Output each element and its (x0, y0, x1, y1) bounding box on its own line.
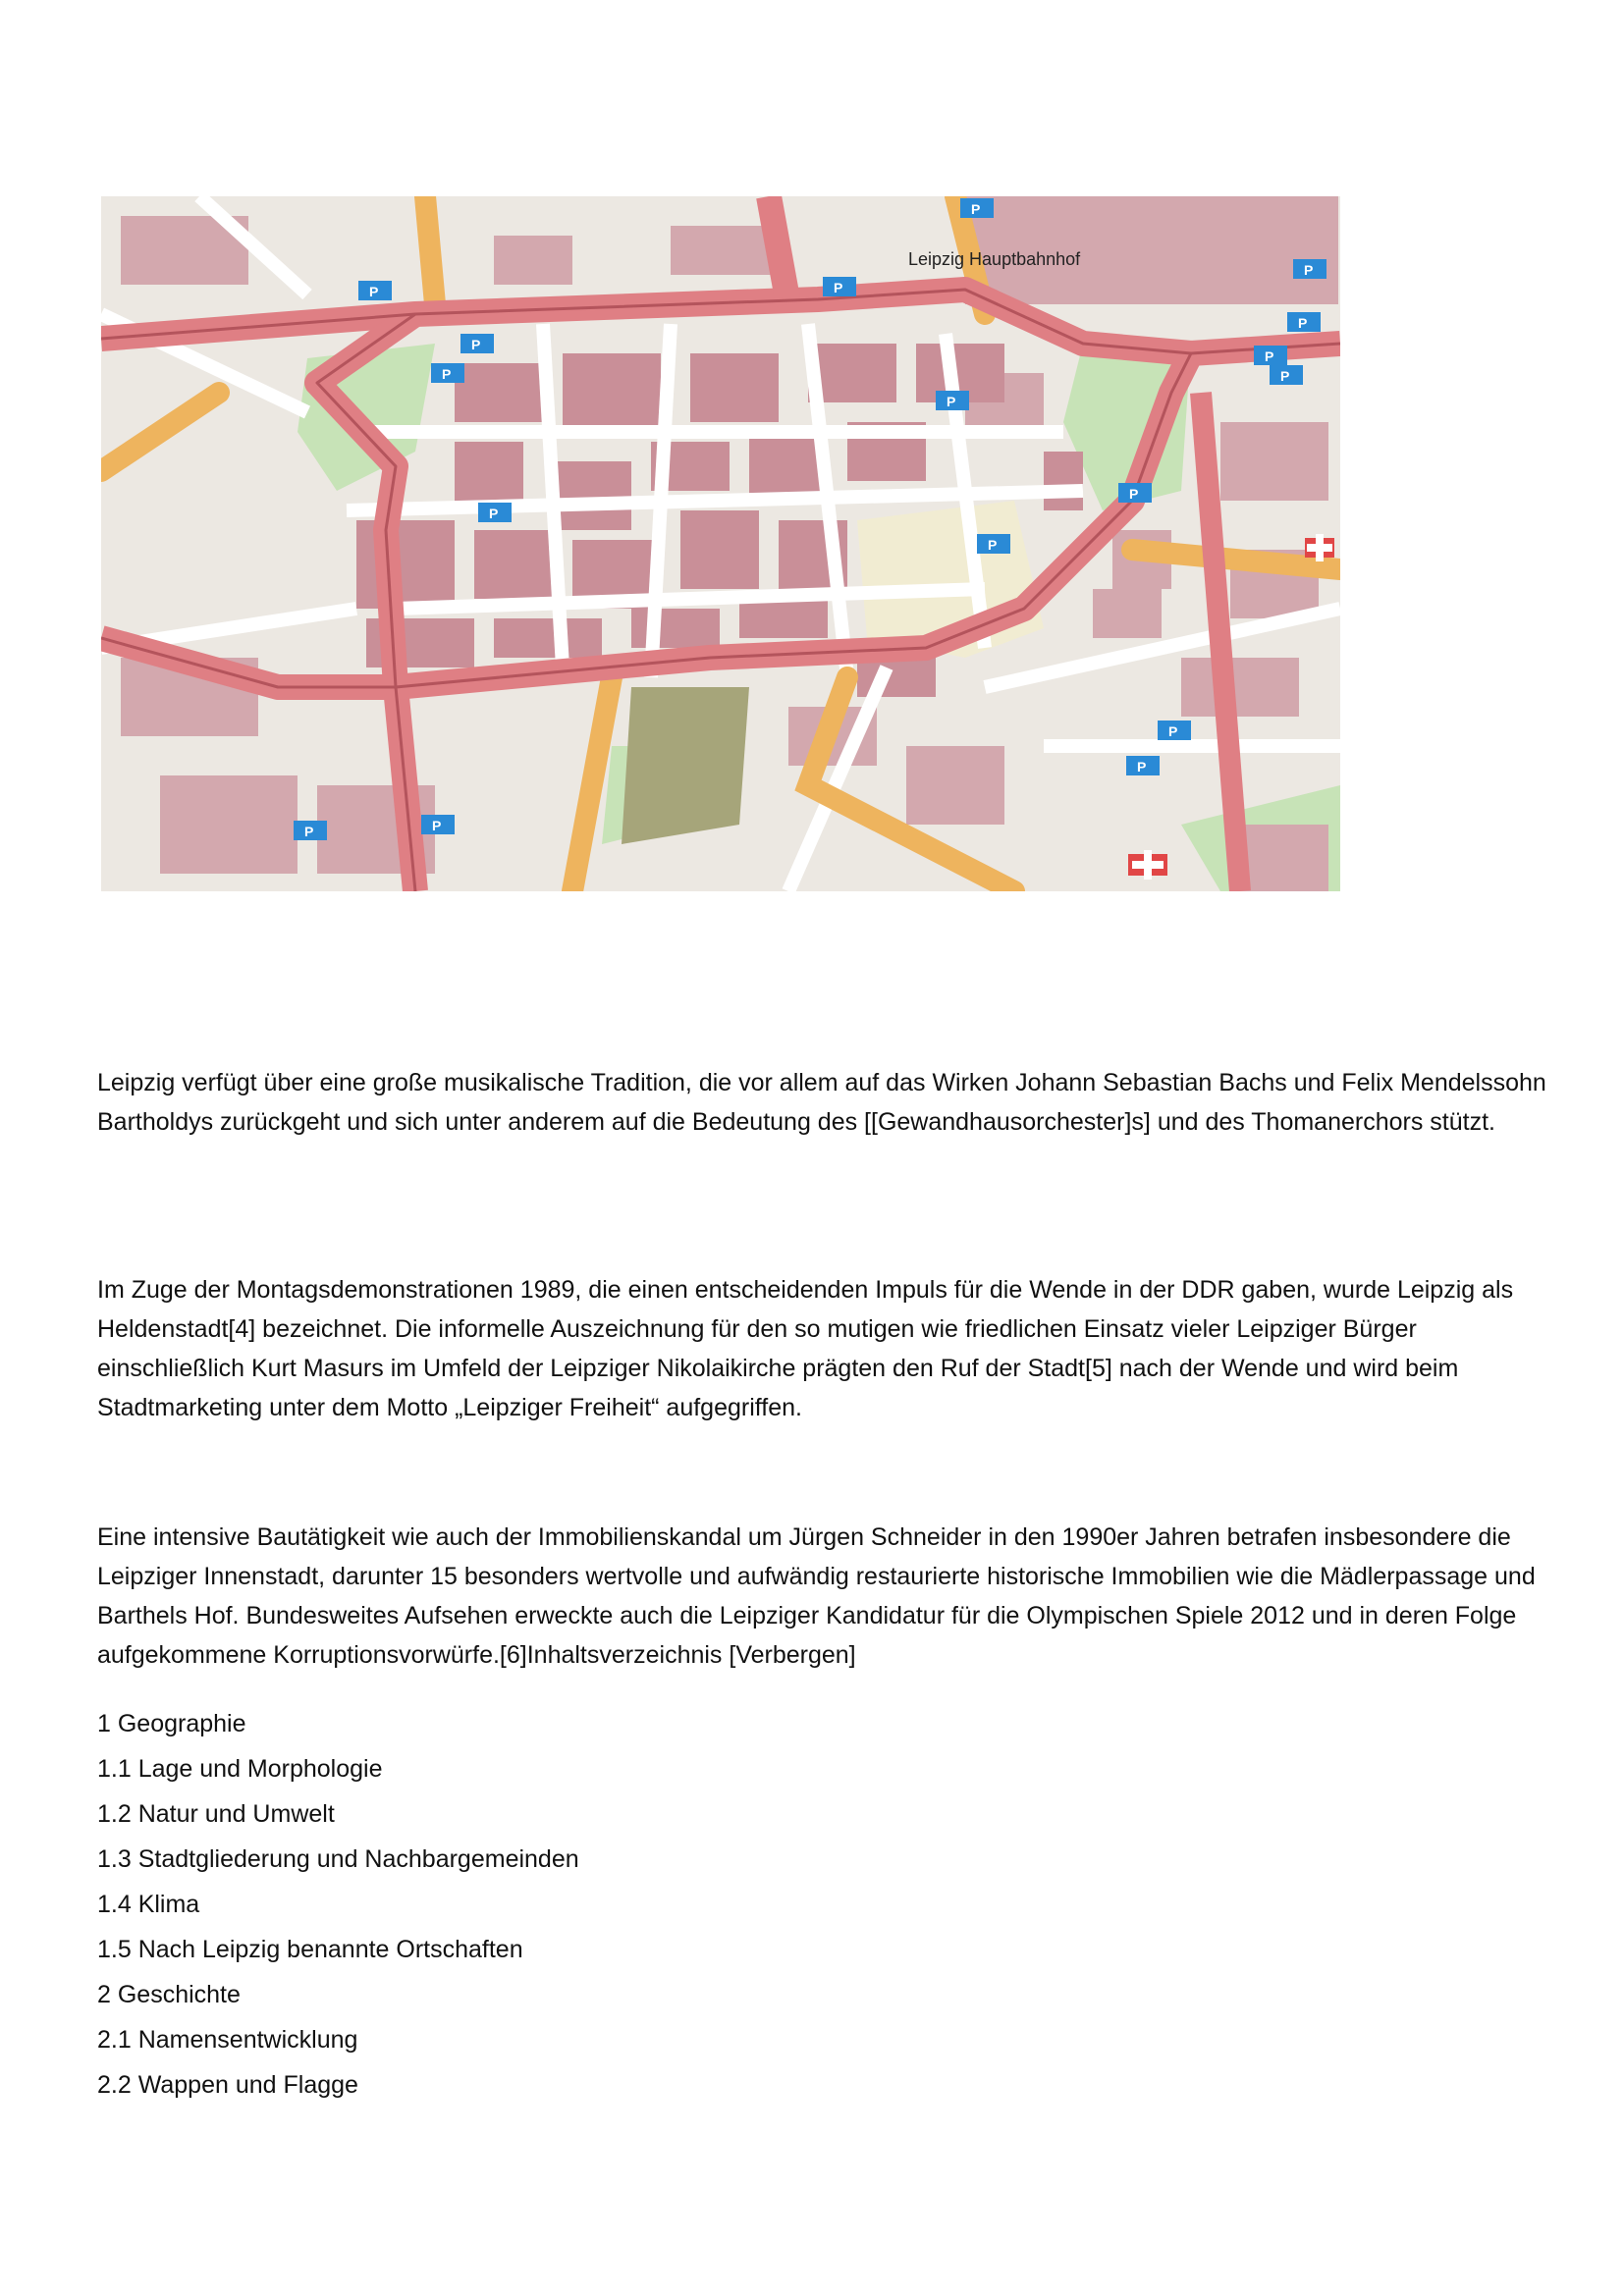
parking-icon (294, 821, 327, 840)
table-of-contents (97, 1701, 579, 2108)
toc-item[interactable]: 1 Geographie (97, 1710, 246, 1737)
svg-text:P: P (1280, 368, 1290, 384)
station-label: Leipzig Hauptbahnhof (908, 249, 1081, 269)
toc-item[interactable]: 2 Geschichte (97, 1981, 241, 2008)
leipzig-map (101, 196, 1340, 891)
svg-text:P: P (947, 394, 956, 409)
paragraph-construction: Eine intensive Bautätigkeit wie auch der Immobilienskandal um Jürgen Schneider in den 1990er Jahren betrafen insbesondere die Leipziger Innenstadt, darunter 15 besonders wertvolle und aufwändig restaurierte historische Immobilien wie die Mädlerpassage und Barthels Hof. Bundesweites Aufsehen erweckte auch die Leipziger Kandidatur für die Olympischen Spiele 2012 und in deren Folge aufgekommene Korruptionsvorwürfe.[6]Inhaltsverzeichnis [Verbergen] (97, 1523, 1536, 1669)
svg-text:P: P (1265, 348, 1274, 364)
svg-text:P: P (1129, 486, 1139, 502)
hospital-icon (1305, 534, 1334, 561)
parking-icon (960, 198, 994, 218)
parking-icon (1270, 365, 1303, 385)
parking-icon (460, 334, 494, 353)
parking-icon (1254, 346, 1287, 365)
olive-area (622, 687, 749, 844)
paragraph-monday-demonstrations: Im Zuge der Montagsdemonstrationen 1989, die einen entscheidenden Impuls für die Wende in der DDR gaben, wurde Leipzig als Heldenstadt[4] bezeichnet. Die informelle Auszeichnung für den so mutigen wie friedlichen Einsatz vieler Leipziger Bürger einschließlich Kurt Masurs im Umfeld der Leipziger Nikolaikirche prägten den Ruf der Stadt[5] nach der Wende und wird beim Stadtmarketing unter dem Motto „Leipziger Freiheit“ aufgegriffen. (97, 1276, 1514, 1421)
svg-text:P: P (471, 337, 481, 352)
svg-text:P: P (1137, 759, 1147, 774)
city-map-image (101, 196, 1340, 891)
paragraph-music-tradition: Leipzig verfügt über eine große musikalische Tradition, die vor allem auf das Wirken Johann Sebastian Bachs und Felix Mendelssohn Bartholdys zurückgeht und sich unter anderem auf die Bedeutung des [[Gewandhausorchester]s] und des Thomanerchors stützt. (97, 1069, 1546, 1136)
svg-text:P: P (1168, 723, 1178, 739)
toc-item[interactable]: 1.1 Lage und Morphologie (97, 1755, 383, 1783)
hospital-icon (1128, 850, 1167, 880)
parking-icon (936, 391, 969, 410)
svg-text:P: P (834, 280, 843, 295)
parking-icon (1293, 259, 1326, 279)
svg-text:P: P (1298, 315, 1308, 331)
parking-icon (478, 503, 512, 522)
parking-icon (431, 363, 464, 383)
toc-item[interactable]: 1.2 Natur und Umwelt (97, 1800, 335, 1828)
parking-icon (823, 277, 856, 296)
svg-text:P: P (442, 366, 452, 382)
svg-text:P: P (988, 537, 998, 553)
svg-text:P: P (304, 824, 314, 839)
toc-item[interactable]: 2.1 Namensentwicklung (97, 2026, 358, 2054)
toc-item[interactable]: 1.5 Nach Leipzig benannte Ortschaften (97, 1936, 523, 1963)
svg-text:P: P (489, 506, 499, 521)
parking-icon (421, 815, 455, 834)
parking-icon (358, 281, 392, 300)
toc-item[interactable]: 2.2 Wappen und Flagge (97, 2071, 358, 2099)
parking-icon (1287, 312, 1321, 332)
svg-text:P: P (432, 818, 442, 833)
parking-icon (1158, 721, 1191, 740)
parking-icon (977, 534, 1010, 554)
svg-text:P: P (1304, 262, 1314, 278)
toc-item[interactable]: 1.4 Klima (97, 1891, 200, 1918)
svg-text:P: P (369, 284, 379, 299)
parking-icon (1118, 483, 1152, 503)
toc-item[interactable]: 1.3 Stadtgliederung und Nachbargemeinden (97, 1845, 579, 1873)
svg-text:P: P (971, 201, 981, 217)
parking-icon (1126, 756, 1160, 775)
